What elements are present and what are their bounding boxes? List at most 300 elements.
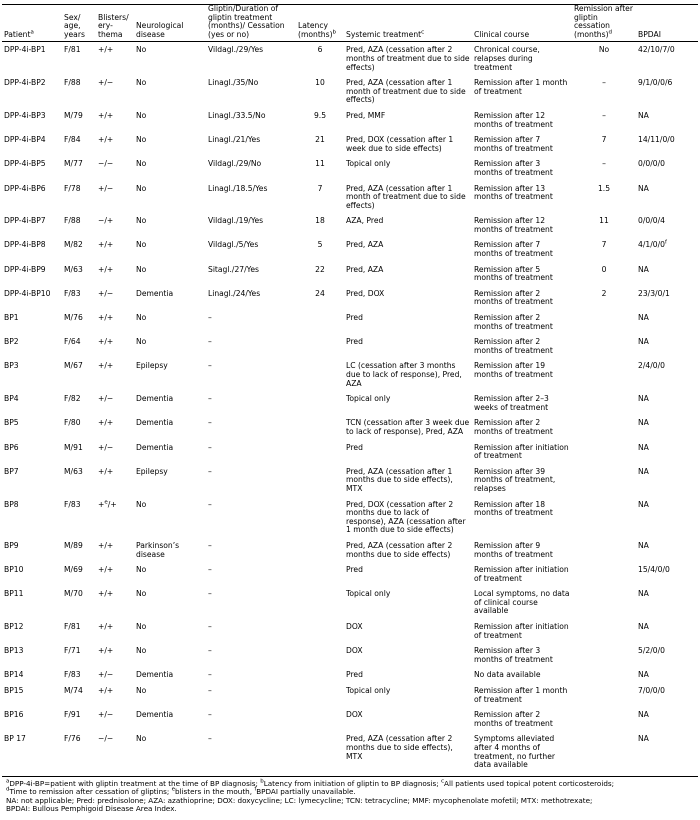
cell-bpdai: NA <box>638 540 649 550</box>
cell-neurological-disease: No <box>136 78 147 88</box>
cell-gliptin: Linagl./21/Yes <box>208 135 261 145</box>
table-row <box>2 156 698 180</box>
cell-clinical-course: No data available <box>474 670 541 680</box>
cell-bpdai: 0/0/0/4 <box>638 216 666 226</box>
cell-blisters: +/+ <box>98 361 114 371</box>
cell-gliptin: – <box>208 337 212 347</box>
cell-clinical-course: Remission after 18 months of treatment <box>474 499 553 518</box>
cell-blisters: +/− <box>98 710 114 720</box>
cell-neurological-disease: Dementia <box>136 394 174 404</box>
cell-sex-age: F/91 <box>64 710 81 720</box>
cell-neurological-disease: No <box>136 216 147 226</box>
cell-gliptin: Vildagl./5/Yes <box>208 240 259 250</box>
cell-patient: DPP-4i-BP4 <box>4 135 46 145</box>
cell-patient: DPP-4i-BP1 <box>4 45 46 55</box>
cell-sex-age: M/67 <box>64 361 83 371</box>
cell-latency <box>296 643 344 667</box>
cell-systemic-treatment: Pred, AZA (cessation after 2 months due to side effects) <box>346 540 453 559</box>
cell-sex-age: M/79 <box>64 110 83 120</box>
table-row <box>2 538 698 562</box>
table-footnotes <box>6 780 696 814</box>
cell-blisters: +/+ <box>98 337 114 347</box>
cell-remission: 7 <box>601 240 607 250</box>
cell-bpdai: NA <box>638 394 649 404</box>
cell-clinical-course: Local symptoms, no data of clinical course available <box>474 589 570 616</box>
header-sex-age: Sex/ age, years <box>62 5 96 42</box>
header-gliptin: Gliptin/Duration of gliptin treatment (months)/ Cessation (yes or no) <box>206 5 296 42</box>
cell-remission <box>572 667 636 683</box>
table-row <box>2 707 698 731</box>
cell-patient: BP6 <box>4 442 19 452</box>
cell-remission <box>572 497 636 538</box>
cell-latency <box>296 464 344 497</box>
cell-latency <box>296 334 344 358</box>
cell-remission: 0 <box>601 264 607 274</box>
cell-clinical-course: Remission after 1 month of treatment <box>474 686 568 704</box>
table-row <box>2 415 698 439</box>
cell-clinical-course: Remission after 3 months of treatment <box>474 159 553 177</box>
cell-patient: BP9 <box>4 540 19 550</box>
cell-bpdai: NA <box>638 710 649 720</box>
cell-sex-age: F/81 <box>64 622 81 632</box>
cell-neurological-disease: No <box>134 731 206 776</box>
cell-sex-age: M/77 <box>64 159 83 169</box>
cell-bpdai: 9/1/0/0/6 <box>638 78 673 88</box>
cell-blisters: +/− <box>98 183 114 193</box>
header-clinical-course: Clinical course <box>472 5 572 42</box>
cell-systemic-treatment: DOX <box>346 622 363 632</box>
header-blisters: Blisters/ ery-thema <box>96 5 134 42</box>
cell-sex-age: F/64 <box>64 337 81 347</box>
cell-blisters: +/+ <box>98 466 114 476</box>
table-row <box>2 464 698 497</box>
cell-sex-age: M/70 <box>64 589 83 599</box>
cell-patient: DPP-4i-BP7 <box>4 216 46 226</box>
table-row <box>2 683 698 707</box>
cell-bpdai: NA <box>636 731 698 776</box>
cell-sex-age: F/83 <box>64 288 81 298</box>
cell-neurological-disease: No <box>136 499 147 509</box>
cell-systemic-treatment: Pred <box>346 670 363 680</box>
cell-bpdai: NA <box>638 466 649 476</box>
cell-blisters: +/+ <box>98 418 114 428</box>
cell-systemic-treatment: DOX <box>346 646 363 656</box>
cell-latency: 24 <box>315 288 325 298</box>
cell-remission <box>572 464 636 497</box>
cell-sex-age: F/82 <box>64 394 81 404</box>
cell-patient: DPP-4i-BP8 <box>4 240 46 250</box>
table-row <box>2 643 698 667</box>
cell-gliptin: Vildagl./19/Yes <box>208 216 264 226</box>
cell-latency: 9.5 <box>313 110 327 120</box>
cell-bpdai: NA <box>638 337 649 347</box>
cell-sex-age: F/83 <box>64 499 81 509</box>
footnote-abbreviations: NA: not applicable; Pred: prednisolone; AZA: azathioprine; DOX: doxycycline; LC: lymecycline; TCN: tetracycline; MMF: mycophenolate mofetil; MTX: methotrexate; <box>6 795 593 805</box>
header-remission: Remission after gliptin cessation (months)$^d$ <box>572 5 636 42</box>
cell-blisters: +/− <box>98 670 114 680</box>
cell-clinical-course: Remission after 2 months of treatment <box>474 288 553 307</box>
cell-clinical-course: Remission after 2 months of treatment <box>474 418 553 436</box>
cell-systemic-treatment: Pred, AZA (cessation after 2 months due to side effects), MTX <box>344 731 472 776</box>
cell-remission <box>572 707 636 731</box>
cell-neurological-disease: No <box>136 686 147 696</box>
table-row <box>2 358 698 391</box>
header-patient: Patient$^a$ <box>2 5 62 42</box>
cell-blisters: +/+ <box>98 110 114 120</box>
cell-clinical-course: Remission after 2 months of treatment <box>474 337 553 355</box>
cell-latency <box>296 562 344 586</box>
cell-systemic-treatment: Topical only <box>346 589 391 599</box>
cell-gliptin: – <box>208 589 212 599</box>
cell-sex-age: F/80 <box>64 418 81 428</box>
cell-bpdai: NA <box>638 499 649 509</box>
cell-remission <box>572 731 636 776</box>
cell-blisters: +/+ <box>98 540 114 550</box>
cell-patient: DPP-4i-BP10 <box>4 288 51 298</box>
cell-neurological-disease: No <box>136 646 147 656</box>
cell-gliptin: Linagl./33.5/No <box>208 110 266 120</box>
cell-sex-age: M/63 <box>64 264 83 274</box>
table-header-row <box>2 5 698 42</box>
cell-systemic-treatment: Pred <box>346 337 363 347</box>
cell-sex-age: F/81 <box>64 45 81 55</box>
cell-sex-age: M/82 <box>64 240 83 250</box>
cell-bpdai: NA <box>638 622 649 632</box>
cell-neurological-disease: No <box>136 45 147 55</box>
cell-bpdai: NA <box>638 110 649 120</box>
cell-clinical-course: Symptoms alleviated after 4 months of treatment, no further data available <box>472 731 572 776</box>
cell-bpdai: 2/4/0/0 <box>638 361 666 371</box>
cell-sex-age: M/69 <box>64 565 83 575</box>
table-row <box>2 667 698 683</box>
cell-remission: No <box>598 45 610 55</box>
cell-bpdai: NA <box>638 442 649 452</box>
cell-gliptin: – <box>208 710 212 720</box>
cell-latency: 18 <box>315 216 325 226</box>
cell-gliptin: – <box>208 313 212 323</box>
cell-remission: 7 <box>601 135 607 145</box>
cell-blisters: +$^e$/+ <box>98 499 117 509</box>
cell-sex-age: F/71 <box>64 646 81 656</box>
cell-gliptin: – <box>206 731 296 776</box>
cell-remission: – <box>602 78 606 88</box>
cell-bpdai: 4/1/0/0$^f$ <box>638 239 667 250</box>
table-row <box>2 586 698 619</box>
table-row <box>2 391 698 415</box>
cell-neurological-disease: Epilepsy <box>136 361 168 371</box>
cell-latency: 21 <box>315 135 325 145</box>
cell-blisters: −/− <box>96 731 134 776</box>
cell-remission <box>572 415 636 439</box>
table-row <box>2 262 698 286</box>
cell-patient: BP10 <box>4 565 24 575</box>
cell-systemic-treatment: Pred, AZA <box>346 240 384 250</box>
footnote-line-2: $^d$Time to remission after cessation of gliptins; $^e$blisters in the mouth, $^f$BPDAI partially unavailable. <box>6 786 356 797</box>
cell-bpdai: 5/2/0/0 <box>638 646 666 656</box>
table-row <box>2 132 698 156</box>
cell-bpdai: 0/0/0/0 <box>638 159 666 169</box>
cell-clinical-course: Remission after 19 months of treatment <box>474 361 553 379</box>
cell-bpdai: NA <box>638 418 649 428</box>
cell-sex-age: F/76 <box>62 731 96 776</box>
cell-latency <box>296 310 344 334</box>
cell-patient: BP1 <box>4 313 19 323</box>
table-row <box>2 286 698 310</box>
cell-blisters: +/− <box>98 288 114 298</box>
header-neurological-disease: Neurological disease <box>134 5 206 42</box>
table-row <box>2 334 698 358</box>
cell-gliptin: Linagl./35/No <box>208 78 259 88</box>
cell-patient: DPP-4i-BP3 <box>4 110 46 120</box>
cell-bpdai: 23/3/0/1 <box>638 288 670 298</box>
cell-latency <box>296 358 344 391</box>
header-systemic-treatment: Systemic treatment$^c$ <box>344 5 472 42</box>
cell-clinical-course: Remission after 7 months of treatment <box>474 240 553 259</box>
cell-systemic-treatment: Pred <box>346 565 363 575</box>
cell-sex-age: F/84 <box>64 135 81 145</box>
cell-remission <box>572 643 636 667</box>
cell-sex-age: M/74 <box>64 686 83 696</box>
cell-neurological-disease: No <box>136 159 147 169</box>
cell-blisters: +/+ <box>98 313 114 323</box>
cell-clinical-course: Remission after 12 months of treatment <box>474 216 553 234</box>
cell-clinical-course: Remission after 5 months of treatment <box>474 264 553 283</box>
cell-patient: DPP-4i-BP9 <box>4 264 46 274</box>
cell-latency: 22 <box>315 264 325 274</box>
cell-remission: – <box>602 110 606 120</box>
cell-clinical-course: Remission after 12 months of treatment <box>474 110 553 129</box>
cell-patient: BP7 <box>4 466 19 476</box>
cell-latency <box>296 667 344 683</box>
cell-patient: BP3 <box>4 361 19 371</box>
cell-systemic-treatment: Pred, AZA (cessation after 2 months of treatment due to side effects) <box>346 45 470 72</box>
cell-blisters: +/− <box>98 394 114 404</box>
cell-gliptin: – <box>208 361 212 371</box>
cell-neurological-disease: No <box>136 240 147 250</box>
cell-latency: 7 <box>317 183 323 193</box>
table-row <box>2 42 698 75</box>
cell-bpdai: NA <box>638 589 649 599</box>
cell-systemic-treatment: Pred, AZA (cessation after 1 month of treatment due to side effects) <box>346 78 466 105</box>
cell-neurological-disease: Epilepsy <box>136 466 168 476</box>
cell-blisters: +/− <box>98 442 114 452</box>
cell-blisters: +/+ <box>98 240 114 250</box>
cell-latency: 11 <box>315 159 325 169</box>
cell-latency: 10 <box>315 78 325 88</box>
cell-sex-age: M/63 <box>64 466 83 476</box>
cell-gliptin: Linagl./24/Yes <box>208 288 261 298</box>
cell-systemic-treatment: Pred, AZA (cessation after 1 months due to side effects), MTX <box>346 466 453 493</box>
cell-bpdai: 14/11/0/0 <box>638 135 675 145</box>
cell-latency: 6 <box>317 45 323 55</box>
table-row <box>2 440 698 464</box>
cell-systemic-treatment: DOX <box>346 710 363 720</box>
cell-latency <box>296 415 344 439</box>
cell-latency: 5 <box>317 240 323 250</box>
cell-sex-age: M/91 <box>64 442 83 452</box>
footnote-line-1: $^a$DPP-4i-BP=patient with gliptin treatment at the time of BP diagnosis; $^b$Latency from initiation of gliptin to BP diagnosis; $^c$All patients used topical potent corticosteroids; <box>6 778 615 788</box>
cell-systemic-treatment: Pred, MMF <box>346 110 386 120</box>
cell-gliptin: – <box>208 466 212 476</box>
cell-clinical-course: Remission after 3 months of treatment <box>474 646 553 664</box>
cell-systemic-treatment: Pred, AZA <box>346 264 384 274</box>
cell-blisters: +/+ <box>98 589 114 599</box>
cell-neurological-disease: No <box>136 565 147 575</box>
cell-clinical-course: Remission after 13 months of treatment <box>474 183 553 202</box>
cell-neurological-disease: No <box>136 589 147 599</box>
cell-patient: BP16 <box>4 710 24 720</box>
cell-latency <box>296 619 344 643</box>
cell-blisters: −/+ <box>98 216 114 226</box>
table-row <box>2 75 698 108</box>
cell-remission <box>572 334 636 358</box>
cell-patient: BP8 <box>4 499 19 509</box>
cell-systemic-treatment: Pred <box>346 442 363 452</box>
cell-systemic-treatment: Topical only <box>346 394 391 404</box>
cell-gliptin: Vildagl./29/No <box>208 159 262 169</box>
cell-remission: – <box>602 159 606 169</box>
cell-systemic-treatment: Pred, DOX (cessation after 1 week due to side effects) <box>346 135 454 153</box>
cell-neurological-disease: Dementia <box>136 670 174 680</box>
cell-latency <box>296 731 344 776</box>
cell-systemic-treatment: Pred <box>346 313 363 323</box>
cell-patient: BP11 <box>4 589 24 599</box>
cell-remission: 11 <box>599 216 609 226</box>
cell-neurological-disease: No <box>136 622 147 632</box>
cell-gliptin: Linagl./18.5/Yes <box>208 183 268 193</box>
cell-gliptin: – <box>208 670 212 680</box>
cell-blisters: +/+ <box>98 686 114 696</box>
cell-remission <box>572 562 636 586</box>
cell-clinical-course: Remission after 2 months of treatment <box>474 313 553 331</box>
table-row <box>2 237 698 261</box>
patient-table <box>2 4 698 777</box>
cell-patient: BP5 <box>4 418 19 428</box>
cell-clinical-course: Chronical course, relapses during treatment <box>474 45 540 72</box>
table-row <box>2 213 698 237</box>
cell-patient: BP15 <box>4 686 24 696</box>
cell-systemic-treatment: Pred, DOX <box>346 288 385 298</box>
cell-sex-age: F/88 <box>64 216 81 226</box>
cell-bpdai: 15/4/0/0 <box>638 565 670 575</box>
cell-patient: BP4 <box>4 394 19 404</box>
cell-patient: BP2 <box>4 337 19 347</box>
cell-neurological-disease: Dementia <box>136 442 174 452</box>
cell-gliptin: – <box>208 686 212 696</box>
cell-neurological-disease: No <box>136 264 147 274</box>
cell-clinical-course: Remission after 39 months of treatment, relapses <box>474 466 556 493</box>
cell-neurological-disease: Dementia <box>136 418 174 428</box>
cell-systemic-treatment: Topical only <box>346 159 391 169</box>
table-row <box>2 108 698 132</box>
cell-neurological-disease: No <box>136 337 147 347</box>
cell-gliptin: – <box>208 565 212 575</box>
cell-gliptin: – <box>208 499 212 509</box>
cell-sex-age: F/88 <box>64 78 81 88</box>
cell-blisters: +/+ <box>98 264 114 274</box>
cell-gliptin: Vildagl./29/Yes <box>208 45 264 55</box>
cell-sex-age: F/78 <box>64 183 81 193</box>
table-row <box>2 619 698 643</box>
cell-bpdai: NA <box>638 183 649 193</box>
cell-blisters: +/+ <box>98 45 114 55</box>
cell-remission: 2 <box>601 288 607 298</box>
cell-patient: BP12 <box>4 622 24 632</box>
cell-bpdai: NA <box>638 264 649 274</box>
cell-systemic-treatment: Pred, AZA (cessation after 1 month of treatment due to side effects) <box>346 183 466 210</box>
cell-remission <box>572 440 636 464</box>
cell-sex-age: M/89 <box>64 540 83 550</box>
cell-sex-age: F/83 <box>64 670 81 680</box>
cell-neurological-disease: Dementia <box>136 288 174 298</box>
cell-clinical-course: Remission after initiation of treatment <box>474 622 569 640</box>
cell-gliptin: Sitagl./27/Yes <box>208 264 259 274</box>
cell-neurological-disease: No <box>136 183 147 193</box>
cell-gliptin: – <box>208 622 212 632</box>
cell-latency <box>296 440 344 464</box>
table-row <box>2 181 698 214</box>
cell-systemic-treatment: Pred, DOX (cessation after 2 months due to lack of response), AZA (cessation after 1 month due to side effects) <box>346 499 466 535</box>
cell-remission <box>572 683 636 707</box>
table-row <box>2 562 698 586</box>
table-row <box>2 731 698 776</box>
cell-gliptin: – <box>208 394 212 404</box>
cell-clinical-course: Remission after 2–3 weeks of treatment <box>474 394 549 412</box>
cell-remission <box>572 619 636 643</box>
cell-latency <box>296 538 344 562</box>
cell-blisters: +/+ <box>98 646 114 656</box>
table-body <box>2 42 698 776</box>
cell-clinical-course: Remission after 2 months of treatment <box>474 710 553 728</box>
cell-patient: BP14 <box>4 670 24 680</box>
cell-blisters: +/+ <box>98 622 114 632</box>
cell-latency <box>296 683 344 707</box>
cell-remission <box>572 391 636 415</box>
cell-bpdai: NA <box>638 313 649 323</box>
cell-blisters: +/+ <box>98 135 114 145</box>
header-bpdai: BPDAI <box>636 5 698 42</box>
cell-blisters: +/− <box>98 78 114 88</box>
cell-bpdai: 42/10/7/0 <box>638 45 675 55</box>
cell-patient: DPP-4i-BP5 <box>4 159 46 169</box>
cell-blisters: +/+ <box>98 565 114 575</box>
cell-gliptin: – <box>208 540 212 550</box>
cell-patient: DPP-4i-BP6 <box>4 183 46 193</box>
cell-systemic-treatment: Topical only <box>346 686 391 696</box>
cell-neurological-disease: No <box>136 135 147 145</box>
cell-neurological-disease: No <box>136 110 147 120</box>
cell-neurological-disease: Dementia <box>136 710 174 720</box>
cell-sex-age: M/76 <box>64 313 83 323</box>
cell-clinical-course: Remission after initiation of treatment <box>474 442 569 461</box>
cell-gliptin: – <box>208 442 212 452</box>
cell-remission <box>572 586 636 619</box>
cell-patient: BP 17 <box>2 731 62 776</box>
cell-systemic-treatment: TCN (cessation after 3 week due to lack of response), Pred, AZA <box>346 418 470 436</box>
cell-patient: BP13 <box>4 646 24 656</box>
cell-latency <box>296 586 344 619</box>
cell-bpdai: 7/0/0/0 <box>638 686 666 696</box>
cell-systemic-treatment: AZA, Pred <box>346 216 384 226</box>
cell-clinical-course: Remission after 9 months of treatment <box>474 540 553 559</box>
cell-gliptin: – <box>208 646 212 656</box>
table-row <box>2 310 698 334</box>
cell-latency <box>296 391 344 415</box>
cell-bpdai: NA <box>638 670 649 680</box>
cell-patient: DPP-4i-BP2 <box>4 78 46 88</box>
cell-clinical-course: Remission after 7 months of treatment <box>474 135 553 153</box>
table-row <box>2 497 698 538</box>
